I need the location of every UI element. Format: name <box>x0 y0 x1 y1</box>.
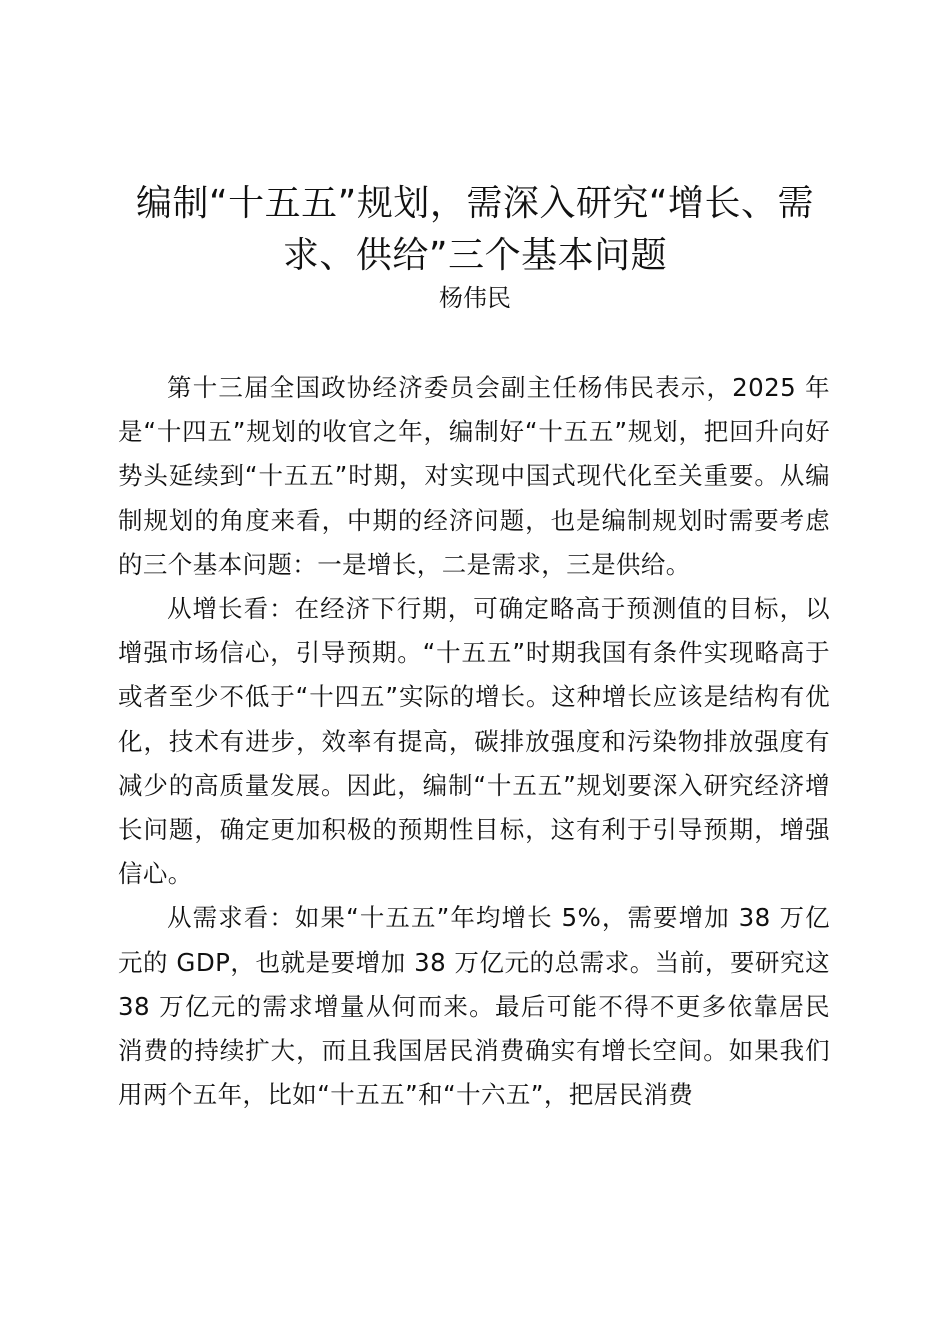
title-line-1: 编制“十五五”规划，需深入研究“增长、需 <box>136 183 814 224</box>
article-body <box>118 366 830 1117</box>
author-name: 杨伟民 <box>439 284 511 312</box>
document-title <box>100 178 850 282</box>
paragraph-growth: 从增长看：在经济下行期，可确定略高于预测值的目标，以增强市场信心，引导预期。“十五五”时期我国有条件实现略高于或者至少不低于“十四五”实际的增长。这种增长应该是结构有优化，技术有进步，效率有提高，碳排放强度和污染物排放强度有减少的高质量发展。因此，编制“十五五”规划要深入研究经济增长问题，确定更加积极的预期性目标，这有利于引导预期，增强信心。 <box>118 594 830 889</box>
paragraph-demand: 从需求看：如果“十五五”年均增长 5%，需要增加 38 万亿元的 GDP，也就是要增加 38 万亿元的总需求。当前，要研究这 38 万亿元的需求增量从何而来。最后可能不得不更多依靠居民消费的持续扩大，而且我国居民消费确实有增长空间。如果我们用两个五年，比如“十五五”和“十六五”，把居民消费 <box>118 903 830 1110</box>
paragraph-intro: 第十三届全国政协经济委员会副主任杨伟民表示，2025 年是“十四五”规划的收官之年，编制好“十五五”规划，把回升向好势头延续到“十五五”时期，对实现中国式现代化至关重要。从编制规划的角度来看，中期的经济问题，也是编制规划时需要考虑的三个基本问题：一是增长，二是需求，三是供给。 <box>118 373 830 579</box>
title-line-2: 求、供给”三个基本问题 <box>282 235 668 276</box>
